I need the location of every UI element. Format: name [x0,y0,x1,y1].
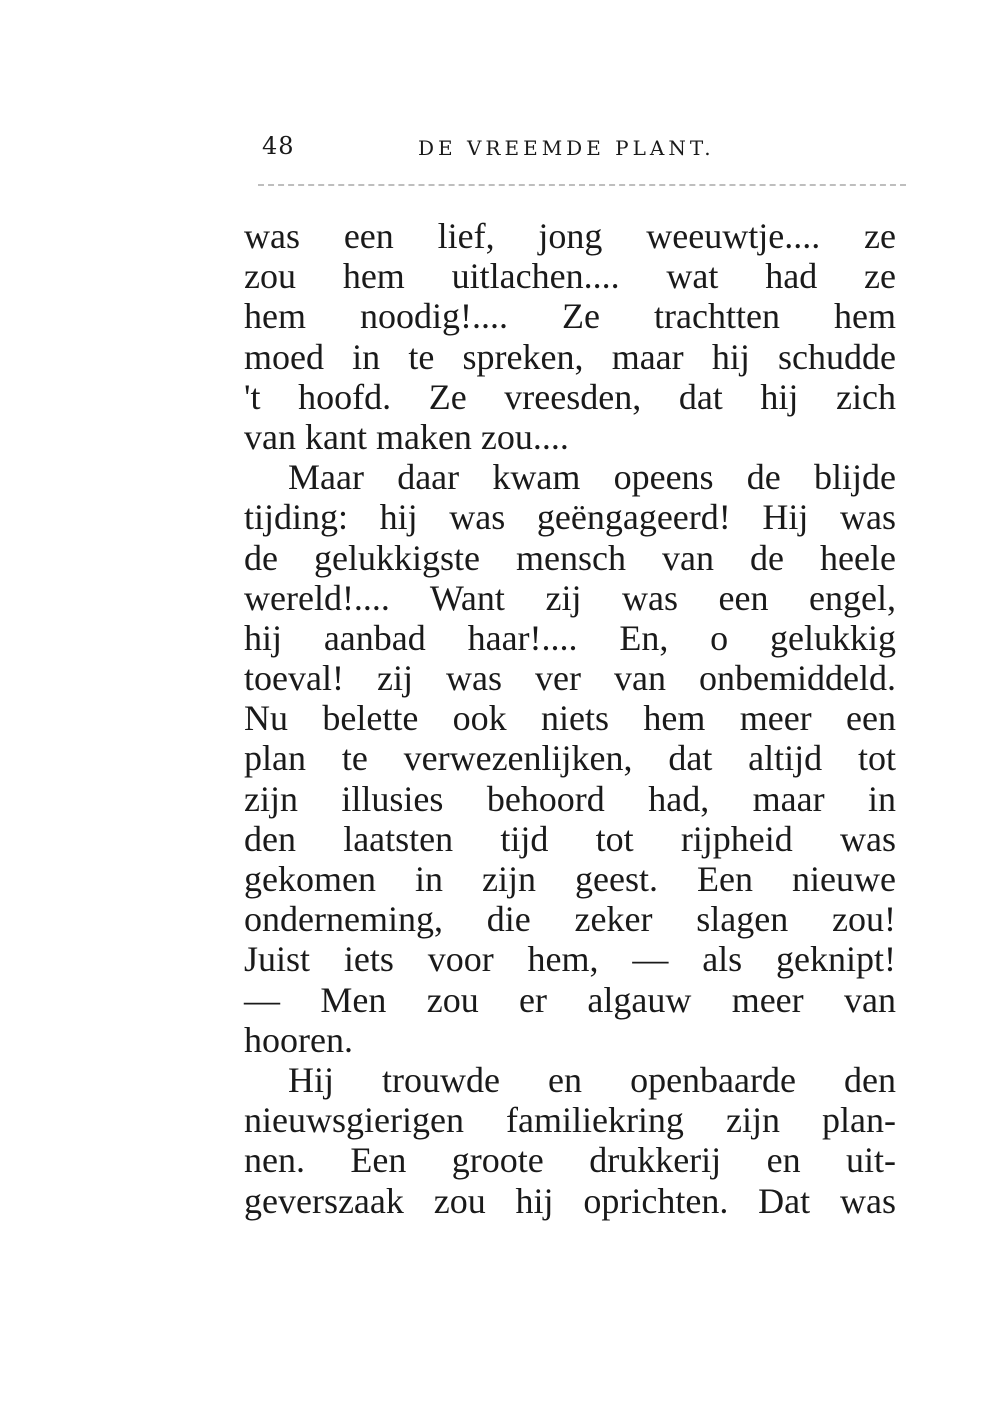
text-line: Hij trouwde en openbaarde den [288,1059,896,1100]
text-line: was een lief, jong weeuwtje.... ze [244,216,896,256]
text-line: onderneming, die zeker slagen zou! [244,899,896,940]
text-line: hem noodig!.... Ze trachtten hem [244,296,896,337]
text-line: nieuwsgierigen familiekring zijn plan- [244,1100,896,1141]
body-text [244,216,896,1221]
running-title: DE VREEMDE PLANT. [418,136,715,160]
text-line: gekomen in zijn geest. Een nieuwe [244,859,896,899]
text-line: nen. Een groote drukkerij en uit- [244,1140,896,1181]
text-line: toeval! zij was ver van onbemiddeld. [244,658,896,699]
text-line: zijn illusies behoord had, maar in [244,778,896,819]
text-line: de gelukkigste mensch van de heele [244,537,896,578]
text-line: geverszaak zou hij oprichten. Dat was [244,1180,896,1221]
text-line: van kant maken zou.... [244,416,569,457]
text-line: 't hoofd. Ze vreesden, dat hij zich [244,376,896,417]
page-number: 48 [262,132,295,160]
running-header [262,132,762,172]
text-line: Juist iets voor hem, — als geknipt! [244,939,896,980]
text-line: hij aanbad haar!.... En, o gelukkig [244,617,896,658]
header-rule [258,184,906,186]
text-line: den laatsten tijd tot rijpheid was [244,818,896,859]
text-line: tijding: hij was geëngageerd! Hij was [244,497,896,538]
text-line: plan te verwezenlijken, dat altijd tot [244,738,896,779]
text-line: hooren. [244,1019,353,1060]
text-line: Maar daar kwam opeens de blijde [288,457,896,498]
text-line: Nu belette ook niets hem meer een [244,698,896,739]
text-line: moed in te spreken, maar hij schudde [244,336,896,377]
text-line: zou hem uitlachen.... wat had ze [244,256,896,297]
text-line: — Men zou er algauw meer van [244,979,896,1020]
text-line: wereld!.... Want zij was een engel, [244,577,896,618]
